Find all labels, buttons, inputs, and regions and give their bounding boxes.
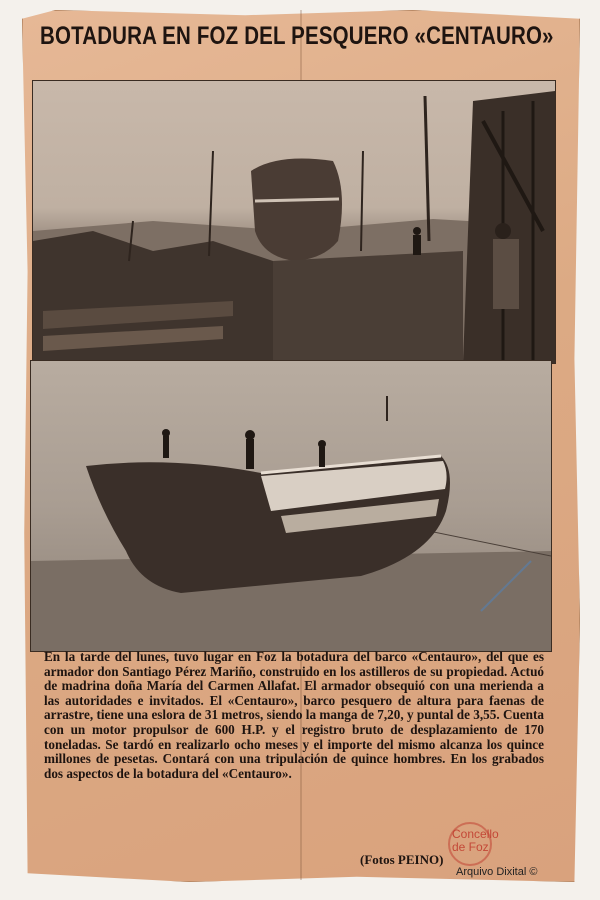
watermark <box>452 828 499 854</box>
watermark-line1: Concello <box>452 827 499 841</box>
headline: BOTADURA EN FOZ DEL PESQUERO «CENTAURO» <box>40 22 554 50</box>
photo-credit: (Fotos PEINO) <box>360 852 444 867</box>
watermark-line2: de Foz <box>452 840 489 854</box>
shipyard-photo <box>32 80 556 364</box>
article-body: En la tarde del lunes, tuvo lugar en Foz la botadura del barco «Centauro», del que es armador don Santiago Pérez Mariño, construido en los astilleros de su propiedad. Actuó de madrina doña María del Carmen Allafat. El armador obsequió con una merienda a las autoridades e invitados. El «Centauro», barco pesquero de altura para faenas de arrastre, tiene una eslora de 31 metros, siendo la manga de 7,20, y puntal de 3,55. Cuenta con un motor propulsor de 600 H.P. y el registro bruto de desplazamiento de 170 toneladas. Se tardó en realizarlo ocho meses y el importe del mismo alcanza los quince millones de pesetas. Contará con una tripulación de quince hombres. En los grabados dos aspectos de la botadura del «Centauro». <box>44 649 544 781</box>
archive-label: Arquivo Dixital © <box>456 866 538 878</box>
boat-afloat-photo <box>30 360 552 652</box>
